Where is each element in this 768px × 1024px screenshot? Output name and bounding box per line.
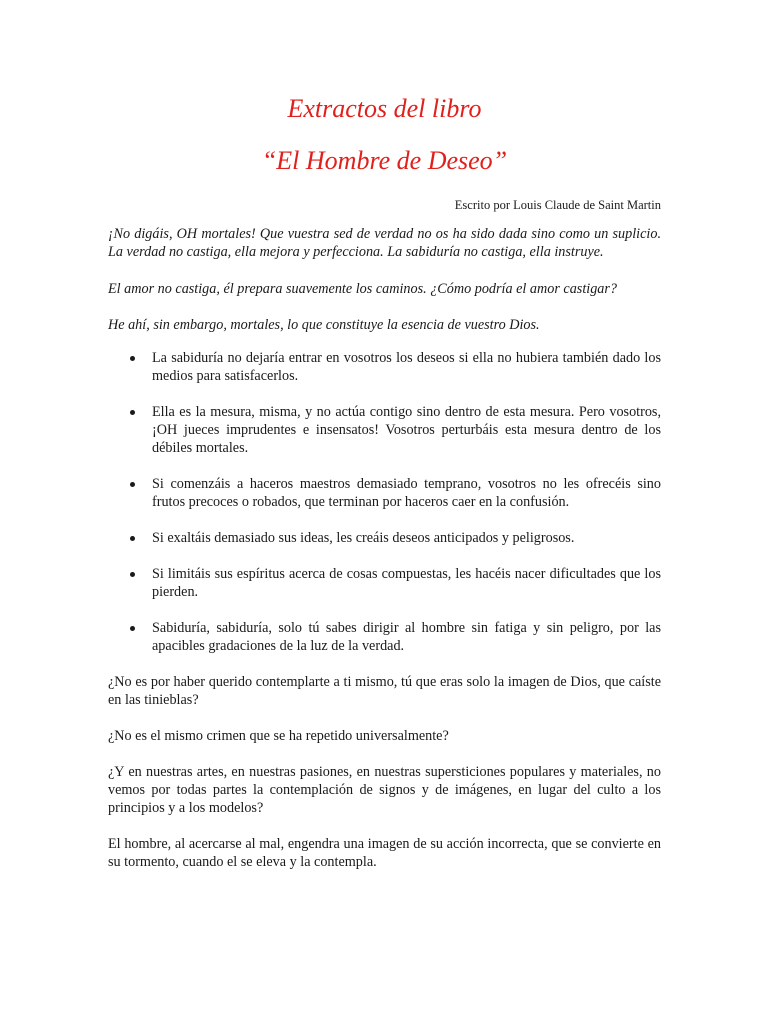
bullet-icon	[130, 536, 135, 541]
intro-paragraph-1: ¡No digáis, OH mortales! Que vuestra sed de verdad no os ha sido dada sino como un suplicio. La verdad no castiga, ella mejora y perfecciona. La sabiduría no castiga, ella instruye.	[108, 226, 661, 261]
list-item-text: Si comenzáis a haceros maestros demasiado temprano, vosotros no les ofrecéis sino frutos precoces o robados, que terminan por haceros caer en la confusión.	[152, 476, 661, 511]
bullet-list	[108, 349, 661, 655]
list-item-text: Ella es la mesura, misma, y no actúa contigo sino dentro de esta mesura. Pero vosotros, ¡OH jueces imprudentes e insensatos! Vosotros perturbáis esta mesura dentro de los débiles mortales.	[152, 404, 661, 457]
list-item	[108, 565, 661, 601]
bullet-icon	[130, 626, 135, 631]
intro-paragraph-2: El amor no castiga, él prepara suavemente los caminos. ¿Cómo podría el amor castigar?	[108, 281, 618, 298]
list-item	[108, 475, 661, 511]
list-item	[108, 403, 661, 457]
list-item	[108, 619, 661, 655]
closing-paragraph-4: El hombre, al acercarse al mal, engendra una imagen de su acción incorrecta, que se convierte en su tormento, cuando el se eleva y la contempla.	[108, 836, 661, 871]
closing-paragraph-2: ¿No es el mismo crimen que se ha repetido universalmente?	[108, 728, 449, 745]
intro-paragraph-3: He ahí, sin embargo, mortales, lo que constituye la esencia de vuestro Dios.	[108, 317, 540, 334]
author-line: Escrito por Louis Claude de Saint Martin	[454, 198, 661, 213]
list-item-text: Sabiduría, sabiduría, solo tú sabes dirigir al hombre sin fatiga y sin peligro, por las apacibles gradaciones de la luz de la verdad.	[152, 620, 661, 655]
list-item	[108, 529, 661, 547]
list-item-text: Si exaltáis demasiado sus ideas, les creáis deseos anticipados y peligrosos.	[152, 530, 575, 547]
bullet-icon	[130, 410, 135, 415]
bullet-icon	[130, 482, 135, 487]
list-item	[108, 349, 661, 385]
document-subtitle: “El Hombre de Deseo”	[261, 146, 508, 176]
bullet-icon	[130, 572, 135, 577]
document-title: Extractos del libro	[287, 94, 482, 123]
closing-paragraph-3: ¿Y en nuestras artes, en nuestras pasiones, en nuestras supersticiones populares y materiales, no vemos por todas partes la contemplación de signos y de imágenes, en lugar del culto a los principios y a los modelos?	[108, 764, 661, 817]
list-item-text: La sabiduría no dejaría entrar en vosotros los deseos si ella no hubiera también dado los medios para satisfacerlos.	[152, 350, 661, 385]
closing-paragraph-1: ¿No es por haber querido contemplarte a ti mismo, tú que eras solo la imagen de Dios, que caíste en las tinieblas?	[108, 674, 661, 709]
list-item-text: Si limitáis sus espíritus acerca de cosas compuestas, les hacéis nacer dificultades que los pierden.	[152, 566, 661, 601]
bullet-icon	[130, 356, 135, 361]
